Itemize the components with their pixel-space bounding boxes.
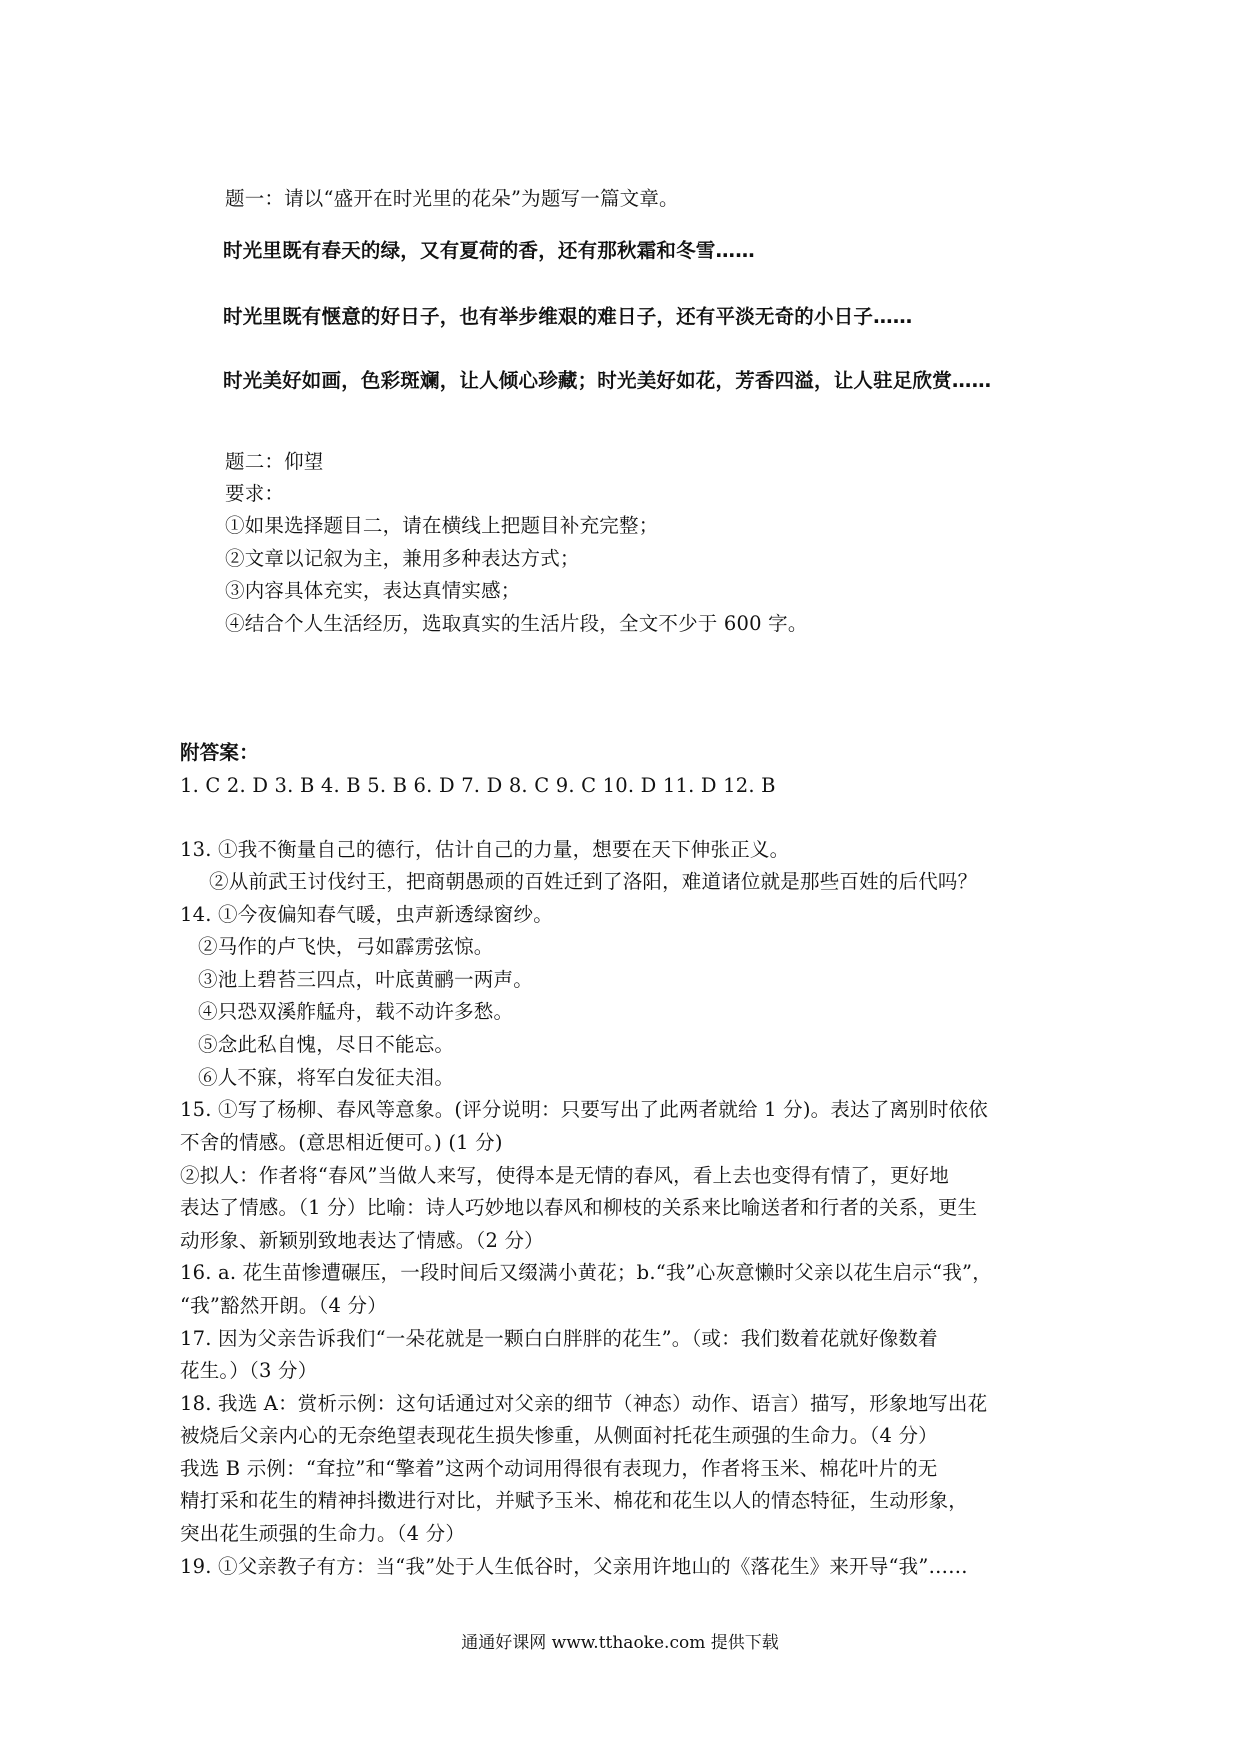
q13-line-1: 13. ①我不衡量自己的德行，估计自己的力量，想要在天下伸张正义。: [180, 838, 790, 861]
q16-line-2: “我”豁然开朗。（4 分）: [180, 1294, 387, 1317]
q14-line-2: ②马作的卢飞快，弓如霹雳弦惊。: [198, 935, 494, 958]
topic1-line-3: 时光美好如画，色彩斑斓，让人倾心珍藏；时光美好如花，芳香四溢，让人驻足欣赏……: [223, 369, 992, 392]
requirement-1: ①如果选择题目二，请在横线上把题目补充完整；: [225, 514, 659, 537]
q14-line-1: 14. ①今夜偏知春气暖，虫声新透绿窗纱。: [180, 903, 553, 926]
answers-heading: 附答案：: [180, 741, 259, 764]
q18-line-2: 被烧后父亲内心的无奈绝望表现花生损失惨重，从侧面衬托花生顽强的生命力。（4 分）: [180, 1424, 938, 1447]
q15-line-1: 15. ①写了杨柳、春风等意象。(评分说明：只要写出了此两者就给 1 分)。表达了离别时依依: [180, 1098, 988, 1121]
page-footer: 通通好课网 www.tthaoke.com 提供下载: [461, 1633, 779, 1653]
q13-line-2: ②从前武王讨伐纣王，把商朝愚顽的百姓迁到了洛阳，难道诸位就是那些百姓的后代吗？: [209, 870, 978, 893]
requirements-label: 要求：: [225, 482, 285, 505]
q14-line-3: ③池上碧苔三四点，叶底黄鹂一两声。: [198, 968, 533, 991]
requirement-4: ④结合个人生活经历，选取真实的生活片段，全文不少于 600 字。: [225, 612, 808, 635]
requirement-3: ③内容具体充实，表达真情实感；: [225, 579, 521, 602]
q15-line-2: 不舍的情感。(意思相近便可。) (1 分): [180, 1131, 503, 1154]
q18-line-5: 突出花生顽强的生命力。（4 分）: [180, 1522, 466, 1545]
mc-answers: 1. C 2. D 3. B 4. B 5. B 6. D 7. D 8. C 9. C 10. D 11. D 12. B: [180, 774, 776, 797]
q15-line-5: 动形象、新颖别致地表达了情感。（2 分）: [180, 1229, 544, 1252]
q18-line-1: 18. 我选 A：赏析示例：这句话通过对父亲的细节（神态）动作、语言）描写，形象地写出花: [180, 1392, 988, 1415]
q14-line-6: ⑥人不寐，将军白发征夫泪。: [198, 1066, 455, 1089]
topic2-title: 题二：仰望: [225, 450, 324, 473]
q14-line-5: ⑤念此私自愧，尽日不能忘。: [198, 1033, 455, 1056]
q14-line-4: ④只恐双溪舴艋舟，载不动许多愁。: [198, 1000, 514, 1023]
topic1-line-2: 时光里既有惬意的好日子，也有举步维艰的难日子，还有平淡无奇的小日子……: [223, 305, 913, 328]
q15-line-3: ②拟人：作者将“春风”当做人来写，使得本是无情的春风，看上去也变得有情了，更好地: [180, 1164, 949, 1187]
q17-line-2: 花生。）（3 分）: [180, 1359, 318, 1382]
topic1-title: 题一：请以“盛开在时光里的花朵”为题写一篇文章。: [225, 187, 679, 210]
requirement-2: ②文章以记叙为主，兼用多种表达方式；: [225, 547, 580, 570]
q15-line-4: 表达了情感。（1 分）比喻：诗人巧妙地以春风和柳枝的关系来比喻送者和行者的关系，更生: [180, 1196, 978, 1219]
q16-line-1: 16. a. 花生苗惨遭碾压，一段时间后又缀满小黄花；b.“我”心灰意懒时父亲以花生启示“我”，: [180, 1261, 992, 1284]
q17-line-1: 17. 因为父亲告诉我们“一朵花就是一颗白白胖胖的花生”。（或：我们数着花就好像数着: [180, 1327, 938, 1350]
topic1-line-1: 时光里既有春天的绿，又有夏荷的香，还有那秋霜和冬雪……: [223, 239, 755, 262]
q19-line-1: 19. ①父亲教子有方：当“我”处于人生低谷时，父亲用许地山的《落花生》来开导“我”……: [180, 1555, 968, 1578]
q18-line-4: 精打采和花生的精神抖擞进行对比，并赋予玉米、棉花和花生以人的情态特征，生动形象，: [180, 1489, 969, 1512]
q18-line-3: 我选 B 示例：“耷拉”和“擎着”这两个动词用得很有表现力，作者将玉米、棉花叶片的无: [180, 1457, 938, 1480]
